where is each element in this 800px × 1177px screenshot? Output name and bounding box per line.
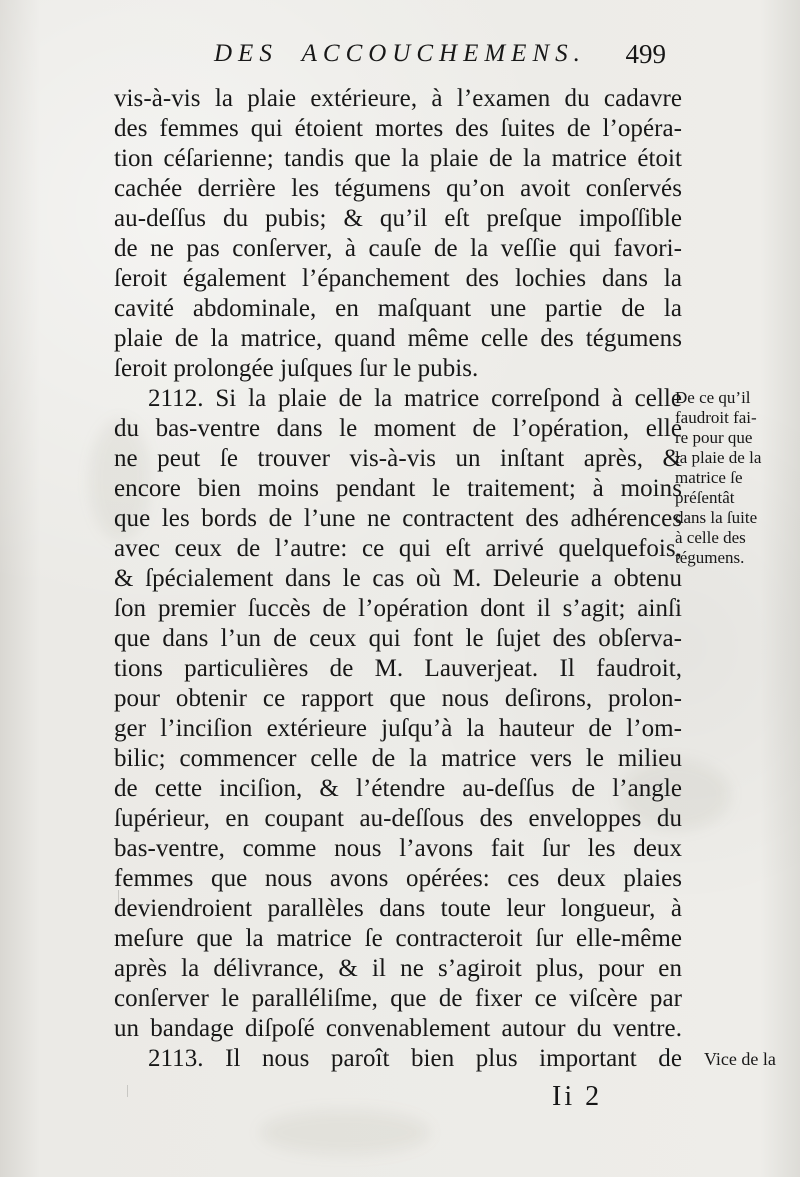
text-line: que dans l’un de ceux qui font le ſujet des obſerva-: [114, 625, 682, 652]
marginal-note-line: faudroit fai-: [675, 408, 757, 427]
marginal-note-line: la plaie de la: [675, 448, 762, 467]
marginal-note-line: matrice ſe: [675, 468, 743, 487]
show-through-text: [714, 91, 796, 212]
signature-mark: Ii 2: [552, 1081, 603, 1112]
text-line: ſeroit également l’épanchement des lochies dans la: [114, 265, 682, 292]
text-line: cavité abdominale, en maſquant une partie de la: [114, 295, 682, 322]
text-line: de ne pas conſerver, à cauſe de la veſſie qui favori-: [114, 235, 682, 262]
text-line: ſupérieur, en coupant au-deſſous des enveloppes du: [114, 805, 682, 832]
text-line: vis-à-vis la plaie extérieure, à l’examen du cadavre: [114, 85, 682, 112]
paragraph-2112-first-line: 2112. Si la plaie de la matrice correſpond à celle: [148, 385, 682, 412]
text-line: tions particulières de M. Lauverjeat. Il faudroit,: [114, 655, 682, 682]
text-line: avec ceux de l’autre: ce qui eſt arrivé quelquefois,: [114, 535, 682, 562]
text-line: du bas-ventre dans le moment de l’opération, elle: [114, 415, 682, 442]
marginal-note: [675, 388, 785, 568]
text-line: bas-ventre, comme nous l’avons fait ſur les deux: [114, 835, 682, 862]
text-line: ſeroit prolongée juſques ſur le pubis.: [114, 355, 479, 382]
page-number: 499: [625, 39, 666, 69]
text-line: meſure que la matrice ſe contracteroit ſur elle-même: [114, 925, 682, 952]
text-line: ſon premier ſuccès de l’opération dont il s’agit; ainſi: [114, 595, 682, 622]
text-line: femmes que nous avons opérées: ces deux plaies: [114, 865, 682, 892]
text-line: bilic; commencer celle de la matrice vers le milieu: [114, 745, 682, 772]
marginal-note-2: Vice de la: [704, 1049, 776, 1069]
text-line: cachée derrière les tégumens qu’on avoit conſervés: [114, 175, 682, 202]
running-head-title: DES ACCOUCHEMENS.: [214, 40, 586, 67]
text-line: & ſpécialement dans le cas où M. Deleurie a obtenu: [114, 565, 682, 592]
text-line: conſerver le paralléliſme, que de fixer ce viſcère par: [114, 985, 682, 1012]
marginal-note-line: préſentât: [675, 488, 735, 507]
text-line: que les bords de l’une ne contractent des adhérences: [114, 505, 682, 532]
text-line: après la délivrance, & il ne s’agiroit plus, pour en: [114, 955, 682, 982]
paper-scratch: [127, 1085, 128, 1097]
text-line: plaie de la matrice, quand même celle des tégumens: [114, 325, 682, 352]
text-line: deviendroient parallèles dans toute leur longueur, à: [114, 895, 682, 922]
text-line: pour obtenir ce rapport que nous deſirons, prolon-: [114, 685, 682, 712]
text-line: de cette inciſion, & l’étendre au-deſſus de l’angle: [114, 775, 682, 802]
text-line: ne peut ſe trouver vis-à-vis un inſtant après, &: [114, 445, 682, 472]
main-text: [114, 84, 682, 1074]
text-line: ger l’inciſion extérieure juſqu’à la hauteur de l’om-: [114, 715, 682, 742]
marginal-note-line: re pour que: [675, 428, 753, 447]
marginal-note-line: dans la ſuite: [675, 508, 758, 527]
marginal-note-line: De ce qu’il: [675, 388, 751, 407]
marginal-note-line: tégumens.: [675, 548, 745, 567]
paragraph-2113-first-line: 2113. Il nous paroît bien plus important de: [148, 1045, 682, 1072]
text-line: des femmes qui étoient mortes des ſuites de l’opéra-: [114, 115, 682, 142]
running-head: [214, 39, 674, 75]
text-line: tion céſarienne; tandis que la plaie de la matrice étoit: [114, 145, 682, 172]
marginal-note-line: à celle des: [675, 528, 746, 547]
text-line: encore bien moins pendant le traitement; à moins: [114, 475, 682, 502]
text-line: un bandage diſpoſé convenablement autour du ventre.: [114, 1015, 682, 1042]
paper-stain: [260, 1110, 430, 1155]
text-line: au-deſſus du pubis; & qu’il eſt preſque impoſſible: [114, 205, 682, 232]
